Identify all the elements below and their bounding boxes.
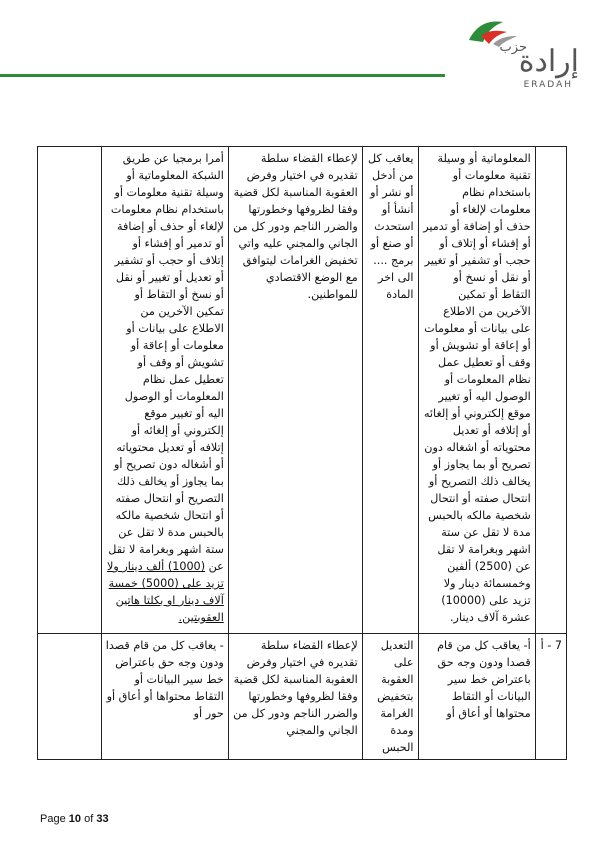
brand-name-arabic: إرادة bbox=[518, 44, 579, 79]
brand-name-latin: ERADAH bbox=[523, 80, 573, 90]
new-text-penalty: (1000) ألف دينار ولا تزيد على (5000) خمسة آلاف دينار او بكلتا هاتين العقوبتين. bbox=[107, 560, 224, 624]
page-total: 33 bbox=[96, 813, 109, 825]
page-number: 10 bbox=[68, 813, 82, 825]
brand-party-word: حزب bbox=[499, 40, 527, 55]
note-cell bbox=[38, 147, 102, 634]
reason-cell: لإعطاء القضاء سلطة تقديره في اختيار وفرض العقوبة المناسبة لكل قضية وفقا لظروفها وخطورتها والضرر الناجم ودور كل من الجاني والمجني عليه واتي تخفيض الغرامات ليتوافق مع الوضع الاقتصادي للمواطنين. bbox=[228, 147, 362, 634]
proposal-cell: يعاقب كل من أدخل أو نشر أو أنشأ أو استحدث أو صنع أو برمج .... الى اخر المادة bbox=[362, 147, 418, 634]
new-text-body: أمرا برمجيا عن طريق الشبكة المعلوماتية أو وسيلة تقنية معلومات أو باستخدام نظام معلومات لإلغاء أو حذف أو إضافة أو تدمير أو إفشاء أو إتلاف أو حجب أو تشفير أو تعديل أو تغيير أو نقل أو نسخ أو التقاط أو تمكين الآخرين من الاطلاع على بيانات أو معلومات أو إعاقة أو تشويش أو وقف أو تعطيل عمل نظام المعلومات أو الوصول اليه أو تغيير موقع إلكتروني أو إلغائه أو إتلافه أو تعديل محتوياته أو أشغاله دون تصريح أو بما يجاوز أو يخالف ذلك التصريح أو انتحال صفته أو انتحال شخصية مالكه بالحبس مدة لا تقل عن ستة اشهر وبغرامة لا تقل عن bbox=[108, 152, 224, 573]
table-row bbox=[38, 634, 567, 760]
article-number-cell: 7 - أ bbox=[535, 634, 566, 760]
party-logo bbox=[455, 14, 585, 96]
original-text-cell: أ- يعاقب كل من قام قصدا ودون وجه حق باعتراض خط سير البيانات أو التقاط محتواها أو أعاق أو bbox=[418, 634, 535, 760]
table-row bbox=[38, 147, 567, 634]
page-word: Page bbox=[40, 813, 66, 825]
note-cell bbox=[38, 634, 102, 760]
new-text-cell: - يعاقب كل من قام قصدا ودون وجه حق باعتراض خط سير البيانات أو التقاط محتواها أو أعاق أو حور أو bbox=[101, 634, 228, 760]
page-footer bbox=[40, 813, 109, 825]
new-text-cell bbox=[101, 147, 228, 634]
article-number-cell bbox=[535, 147, 566, 634]
reason-cell: لإعطاء القضاء سلطة تقديره في اختيار وفرض العقوبة المناسبة لكل قضية وفقا لظروفها وخطورتها والضرر الناجم ودور كل من الجاني والمجني bbox=[228, 634, 362, 760]
original-text-cell: المعلوماتية أو وسيلة تقنية معلومات أو باستخدام نظام معلومات لإلغاء أو حذف أو إضافة أو تدمير أو إفشاء أو إتلاف أو حجب أو تشفير أو تغيير أو نقل أو نسخ أو التقاط أو تمكين الآخرين من الاطلاع على بيانات أو معلومات أو إعاقة أو تشويش أو وقف أو تعطيل عمل نظام المعلومات أو الوصول اليه أو تغيير موقع إلكتروني أو إلغائه أو إتلافه أو تعديل محتوياته أو اشغاله دون تصريح أو بما يجاوز أو يخالف ذلك التصريح أو انتحال صفته أو انتحال شخصية مالكه بالحبس مدة لا تقل عن ستة اشهر وبغرامة لا تقل عن (2500) ألفين وخمسمائة دينار ولا تزيد على (10000) عشرة آلاف دينار. bbox=[418, 147, 535, 634]
of-word: of bbox=[84, 813, 94, 825]
amendments-table bbox=[37, 146, 567, 760]
proposal-cell: التعديل على العقوبة بتخفيض الغرامة ومدة الحبس bbox=[362, 634, 418, 760]
header-rule bbox=[0, 74, 445, 77]
